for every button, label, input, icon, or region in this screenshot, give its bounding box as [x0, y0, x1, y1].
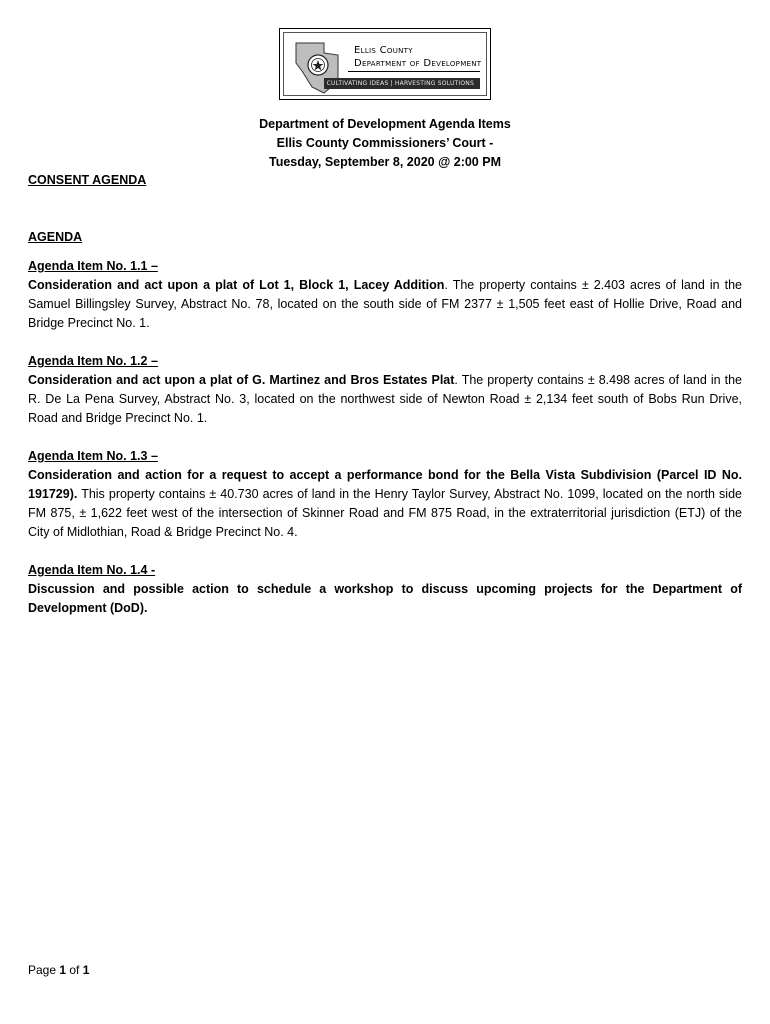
logo-department-text: Department of Development: [354, 58, 482, 69]
logo-county-name: [354, 45, 481, 69]
agenda-item-body: Consideration and act upon a plat of G. Martinez and Bros Estates Plat. The property contains ± 8.498 acres of land in the R. De La Pena Survey, Abstract No. 3, located on the northwest side of Newton Road ± 2,134 feet south of Bobs Run Drive, Road and Bridge Precinct No. 1.: [28, 373, 742, 425]
agenda-item-1-2: [28, 352, 742, 428]
agenda-item-label: Agenda Item No. 1.3 –: [28, 449, 158, 463]
agenda-item-body: Discussion and possible action to schedule a workshop to discuss upcoming projects for the Department of Development (DoD).: [28, 582, 742, 615]
agenda-heading: AGENDA: [28, 230, 83, 244]
page-number-footer: Page 1 of 1: [28, 963, 90, 977]
agenda-item-body: Consideration and act upon a plat of Lot 1, Block 1, Lacey Addition. The property contains ± 2.403 acres of land in the Samuel Billingsley Survey, Abstract No. 78, located on the south side of FM 2377 ± 1,505 feet east of Hollie Drive, Road and Bridge Precinct No. 1.: [28, 278, 742, 330]
logo-tagline: CULTIVATING IDEAS | HARVESTING SOLUTIONS: [324, 78, 480, 89]
document-header: [0, 115, 770, 172]
agenda-item-label: Agenda Item No. 1.4 -: [28, 563, 156, 577]
consent-agenda-heading: CONSENT AGENDA: [28, 173, 147, 187]
total-page-number: 1: [82, 963, 90, 977]
agenda-item-label: Agenda Item No. 1.2 –: [28, 354, 158, 368]
agenda-item-1-1: [28, 257, 742, 333]
agenda-item-1-3: [28, 447, 742, 542]
agenda-item-body: Consideration and action for a request to accept a performance bond for the Bella Vista Subdivision (Parcel ID No. 191729). This property contains ± 40.730 acres of land in the Henry Taylor Survey, Abstract No. 1099, located on the north side FM 875, ± 1,622 feet west of the intersection of Skinner Road and FM 875 Road, in the extraterritorial jurisdiction (ETJ) of the City of Midlothian, Road & Bridge Precinct No. 4.: [28, 468, 742, 539]
current-page-number: 1: [59, 963, 67, 977]
header-court: Ellis County Commissioners’ Court -: [276, 136, 494, 150]
header-date: Tuesday, September 8, 2020 @ 2:00 PM: [269, 155, 501, 169]
logo-divider: [348, 71, 480, 72]
agenda-item-1-4: [28, 561, 742, 618]
agenda-item-label: Agenda Item No. 1.1 –: [28, 259, 158, 273]
logo-county-text: Ellis County: [354, 45, 413, 56]
ellis-county-logo: [279, 28, 491, 100]
header-title: Department of Development Agenda Items: [259, 117, 511, 131]
